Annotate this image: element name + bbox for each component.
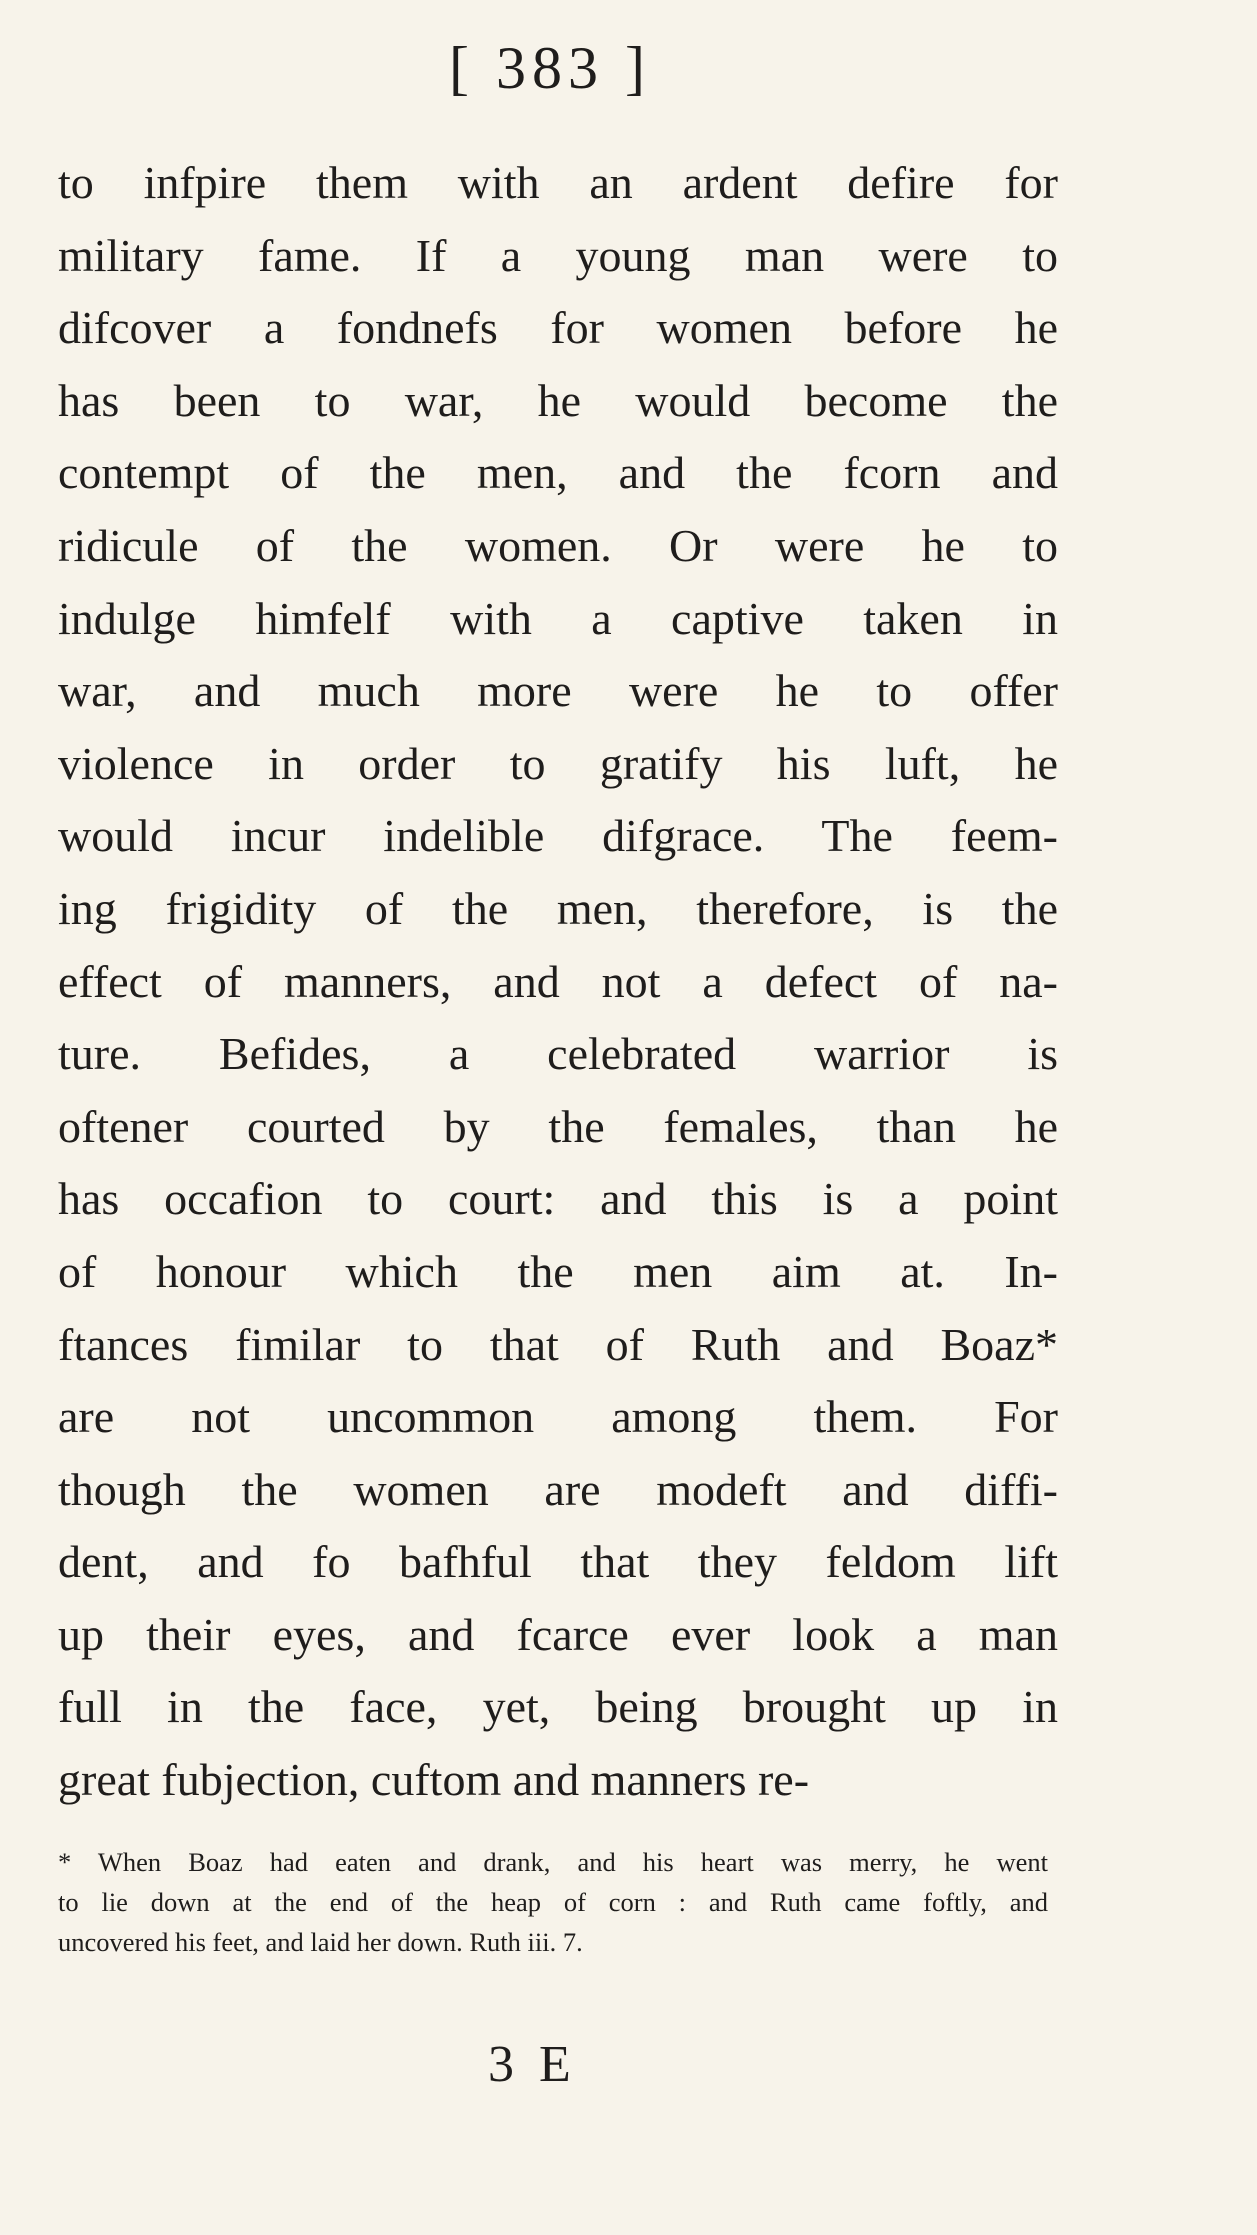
body-line: ridicule of the women. Or were he to xyxy=(58,519,1058,571)
body-line: are not uncommon among them. For xyxy=(58,1391,1058,1443)
body-line: though the women are modeft and diffi- xyxy=(58,1463,1058,1515)
footnote-line: to lie down at the end of the heap of corn : and Ruth came foftly, and xyxy=(58,1887,1048,1917)
body-line: great fubjection, cuftom and manners re- xyxy=(58,1754,810,1806)
body-line: military fame. If a young man were to xyxy=(58,229,1058,281)
signature-mark: 3 E xyxy=(488,2036,577,2093)
body-line: ing frigidity of the men, therefore, is the xyxy=(58,882,1058,934)
body-line: war, and much more were he to offer xyxy=(58,665,1058,717)
body-line: dent, and fo bafhful that they feldom lift xyxy=(58,1536,1058,1588)
body-line: to infpire them with an ardent defire for xyxy=(58,157,1058,208)
body-line: oftener courted by the females, than he xyxy=(58,1100,1058,1152)
body-line: indulge himfelf with a captive taken in xyxy=(58,592,1058,644)
body-line: up their eyes, and fcarce ever look a man xyxy=(58,1608,1058,1660)
body-line: would incur indelible difgrace. The feem- xyxy=(58,810,1058,862)
body-line: contempt of the men, and the fcorn and xyxy=(58,447,1058,499)
body-line: has been to war, he would become the xyxy=(58,374,1058,426)
footnote xyxy=(58,1842,1048,1962)
body-line: violence in order to gratify his luft, he xyxy=(58,737,1058,789)
footnote-line: uncovered his feet, and laid her down. Ruth iii. 7. xyxy=(58,1927,583,1957)
body-line: ftances fimilar to that of Ruth and Boaz* xyxy=(58,1318,1058,1370)
body-text xyxy=(58,147,1058,1817)
body-line: of honour which the men aim at. In- xyxy=(58,1245,1058,1297)
body-line: difcover a fondnefs for women before he xyxy=(58,302,1058,354)
body-line: full in the face, yet, being brought up in xyxy=(58,1681,1058,1733)
running-head-page-number: [ 383 ] xyxy=(449,35,651,101)
footnote-line: * When Boaz had eaten and drank, and his heart was merry, he went xyxy=(58,1847,1048,1877)
body-line: ture. Befides, a celebrated warrior is xyxy=(58,1028,1058,1080)
body-line: effect of manners, and not a defect of na- xyxy=(58,955,1058,1007)
body-line: has occafion to court: and this is a point xyxy=(58,1173,1058,1225)
